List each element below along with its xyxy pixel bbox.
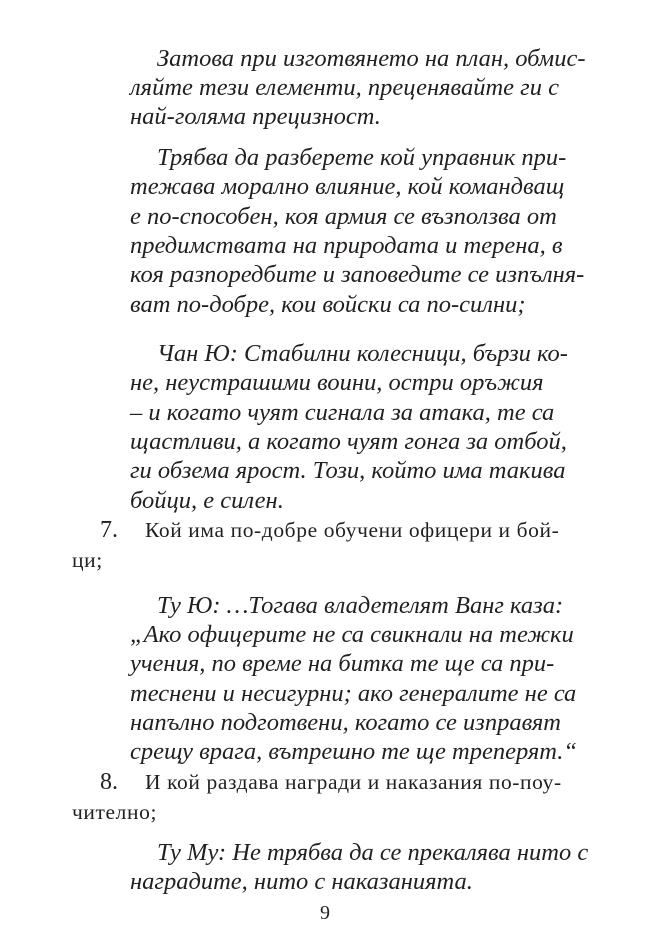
item-line: И кой раздава награди и наказания по-поу- xyxy=(145,770,562,794)
commentary-line: най-голяма прецизност. xyxy=(130,103,381,130)
commentary-line: не, неустрашими воини, остри оръжия xyxy=(130,369,544,396)
commentary-line: Чан Ю: Стабилни колесници, бързи ко- xyxy=(157,340,568,367)
commentary-line: наградите, нито с наказанията. xyxy=(130,868,473,895)
commentary-line: тежава морално влияние, кой командващ xyxy=(130,173,565,200)
commentary-line: теснени и несигурни; ако генералите не са xyxy=(130,680,577,707)
commentary-line: Ту Ю: …Тогава владетелят Ванг каза: xyxy=(157,592,564,619)
commentary-line: учения, по време на битка те ще са при- xyxy=(130,650,555,677)
commentary-line: коя разпоредбите и заповедите се изпълня- xyxy=(130,261,585,288)
item-line: Кой има по-добре обучени офицери и бой- xyxy=(145,518,560,542)
commentary-line: Трябва да разберете кой управник при- xyxy=(157,144,567,171)
commentary-line: срещу врага, вътрешно те ще треперят.“ xyxy=(130,738,578,765)
commentary-line: предимствата на природата и терена, в xyxy=(130,232,563,259)
commentary-line: Ту Му: Не трябва да се прекалява нито с xyxy=(157,839,589,866)
item-number: 7. xyxy=(100,517,118,543)
commentary-line: ляйте тези елементи, преценявайте ги с xyxy=(130,74,559,101)
item-line: чително; xyxy=(72,800,158,824)
commentary-line: „Ако офицерите не са свикнали на тежки xyxy=(130,621,574,648)
commentary-line: щастливи, а когато чуят гонга за отбой, xyxy=(130,428,567,455)
item-line: ци; xyxy=(72,548,103,572)
commentary-line: напълно подготвени, когато се изправят xyxy=(130,709,561,736)
item-number: 8. xyxy=(100,769,118,795)
commentary-line: бойци, е силен. xyxy=(130,487,284,514)
commentary-line: Затова при изготвянето на план, обмис- xyxy=(157,45,586,72)
commentary-line: – и когато чуят сигнала за атака, те са xyxy=(130,399,555,426)
commentary-line: е по-способен, коя армия се възползва от xyxy=(130,203,557,230)
page-number: 9 xyxy=(320,902,330,924)
commentary-line: ват по-добре, кои войски са по-силни; xyxy=(130,291,526,318)
commentary-line: ги обзема ярост. Този, който има такива xyxy=(130,457,566,484)
